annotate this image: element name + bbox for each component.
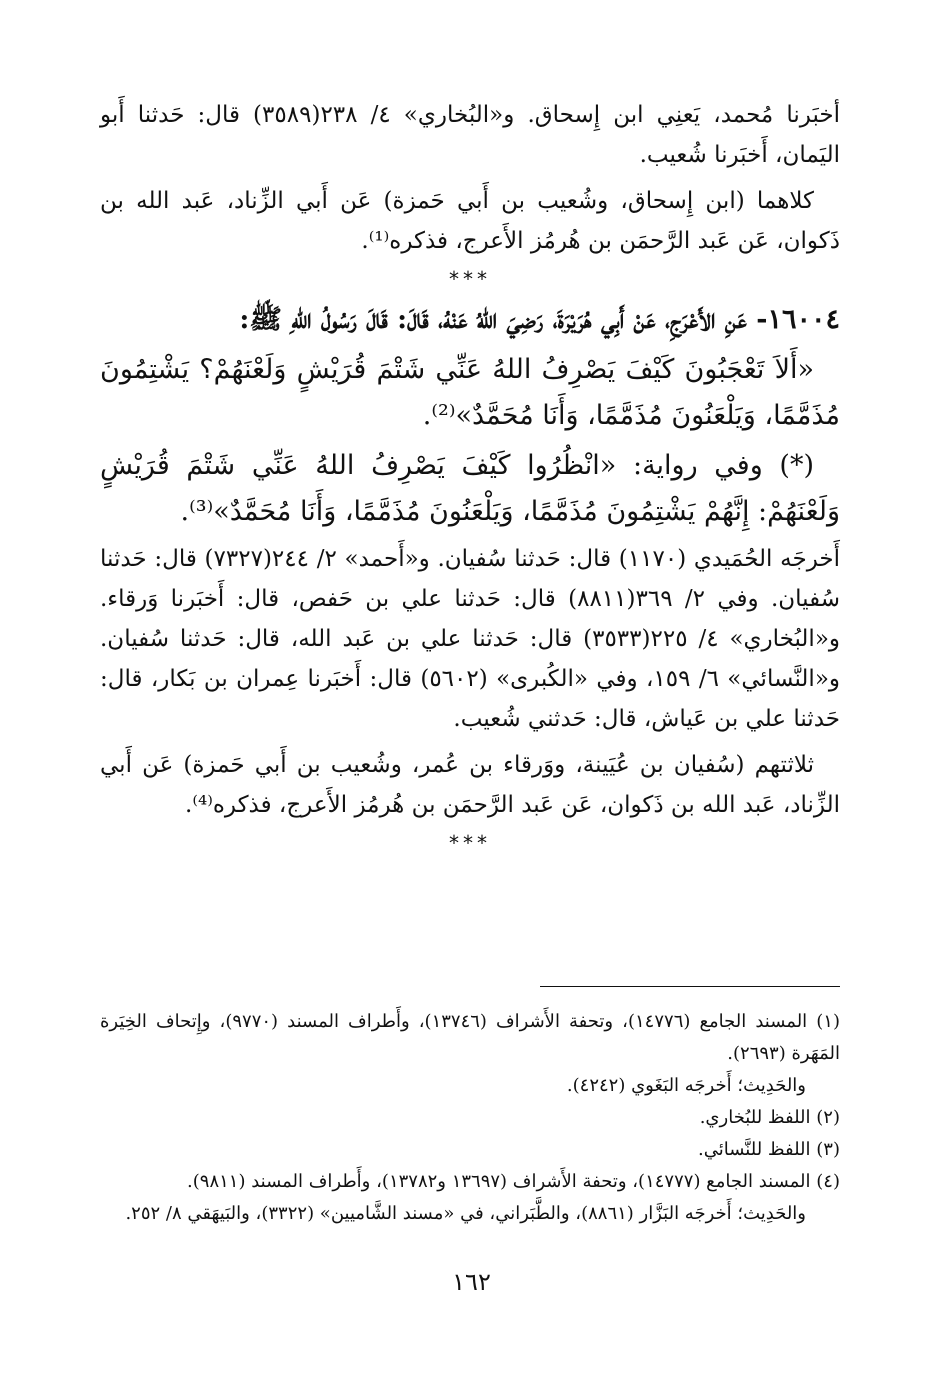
page-number: ١٦٢ bbox=[452, 1268, 491, 1296]
paragraph-continuation: أخبَرنا مُحمد، يَعنِي ابن إِسحاق. و«البُخاري» ٤/ ٢٣٨(٣٥٨٩) قال: حَدثنا أَبو اليَمان، أَخبَرنا شُعيب. bbox=[100, 102, 840, 168]
footnote-1-extra: والحَدِيث؛ أَخرجَه البَغَوي (٤٢٤٢). bbox=[566, 1075, 806, 1096]
paragraph-chain-summary: ثلاثتهم (سُفيان بن عُيَينة، ووَرقاء بن عُمر، وشُعيب بن أَبي حَمزة) عَن أَبي الزِّناد، عَبد الله بن ذَكوان، عَن عَبد الرَّحمَن بن هُرمُز الأَعرج، فذكره⁽⁴⁾. bbox=[100, 752, 840, 818]
footnote-1: (١) المسند الجامع (١٤٧٧٦)، وتحفة الأَشراف (١٣٧٤٦)، وأَطراف المسند (٩٧٧٠)، وإِتحاف الخِيَرة المَهَرة (٢٦٩٣). bbox=[100, 1011, 840, 1064]
section-separator-end: *** bbox=[449, 831, 491, 855]
section-separator: *** bbox=[449, 267, 491, 291]
footnote-rule bbox=[540, 986, 840, 987]
main-text bbox=[100, 95, 840, 861]
footnote-2: (٢) اللفظ للبُخاري. bbox=[699, 1107, 840, 1128]
footnote-4: (٤) المسند الجامع (١٤٧٧٧)، وتحفة الأَشراف (١٣٦٩٧ و١٣٧٨٢)، وأَطراف المسند (٩٨١١). bbox=[187, 1171, 840, 1192]
paragraph-chain: كلاهما (ابن إِسحاق، وشُعيب بن أَبي حَمزة) عَن أَبي الزِّناد، عَبد الله بن ذَكوان، عَن عَبد الرَّحمَن بن هُرمُز الأَعرج، فذكره⁽¹⁾. bbox=[100, 188, 840, 254]
hadith-variant: (*) وفي رواية: «انْظُرُوا كَيْفَ يَصْرِفُ اللهُ عَنِّي شَتْمَ قُرَيْشٍ وَلَعْنَهُمْ: إِنَّهُمْ يَشْتِمُونَ مُذَمَّمًا، وَيَلْعَنُونَ مُذَمَّمًا، وَأَنَا مُحَمَّدٌ»⁽³⁾. bbox=[100, 450, 840, 527]
hadith-text: «أَلاَ تَعْجَبُونَ كَيْفَ يَصْرِفُ اللهُ عَنِّي شَتْمَ قُرَيْشٍ وَلَعْنَهُمْ؟ يَشْتِمُونَ مُذَمَّمًا، وَيَلْعَنُونَ مُذَمَّمًا، وَأَنَا مُحَمَّدٌ»⁽²⁾. bbox=[100, 354, 840, 431]
footnotes bbox=[100, 1006, 840, 1230]
footnote-4-extra: والحَدِيث؛ أَخرجَه البَزَّار (٨٨٦١)، والطَّبَراني، في «مسند الشَّاميين» (٣٣٢٢)، والبَيهَقي ٨/ ٢٥٢. bbox=[125, 1203, 806, 1224]
hadith-heading: ١٦٠٠٤- عَنِ الأَعْرَجِ، عَنْ أَبِي هُرَيْرَةَ، رَضِيَ اللهُ عَنْهُ، قَالَ: قَالَ رَسُولُ اللهِ ﷺ: bbox=[239, 304, 840, 335]
footnote-3: (٣) اللفظ للنَّسائي. bbox=[698, 1139, 840, 1160]
paragraph-takhrij: أَخرجَه الحُمَيدي (١١٧٠) قال: حَدثنا سُفيان. و«أَحمد» ٢/ ٢٤٤(٧٣٢٧) قال: حَدثنا سُفيان. وفي ٢/ ٣٦٩(٨٨١١) قال: حَدثنا علي بن حَفص، قال: أَخبَرنا وَرقاء. و«البُخاري» ٤/ ٢٢٥(٣٥٣٣) قال: حَدثنا علي بن عَبد الله، قال: حَدثنا سُفيان. و«النَّسائي» ٦/ ١٥٩، وفي «الكُبرى» (٥٦٠٢) قال: أَخبَرنا عِمران بن بَكار، قال: حَدثنا علي بن عَياش، قال: حَدثني شُعيب. bbox=[100, 546, 841, 732]
